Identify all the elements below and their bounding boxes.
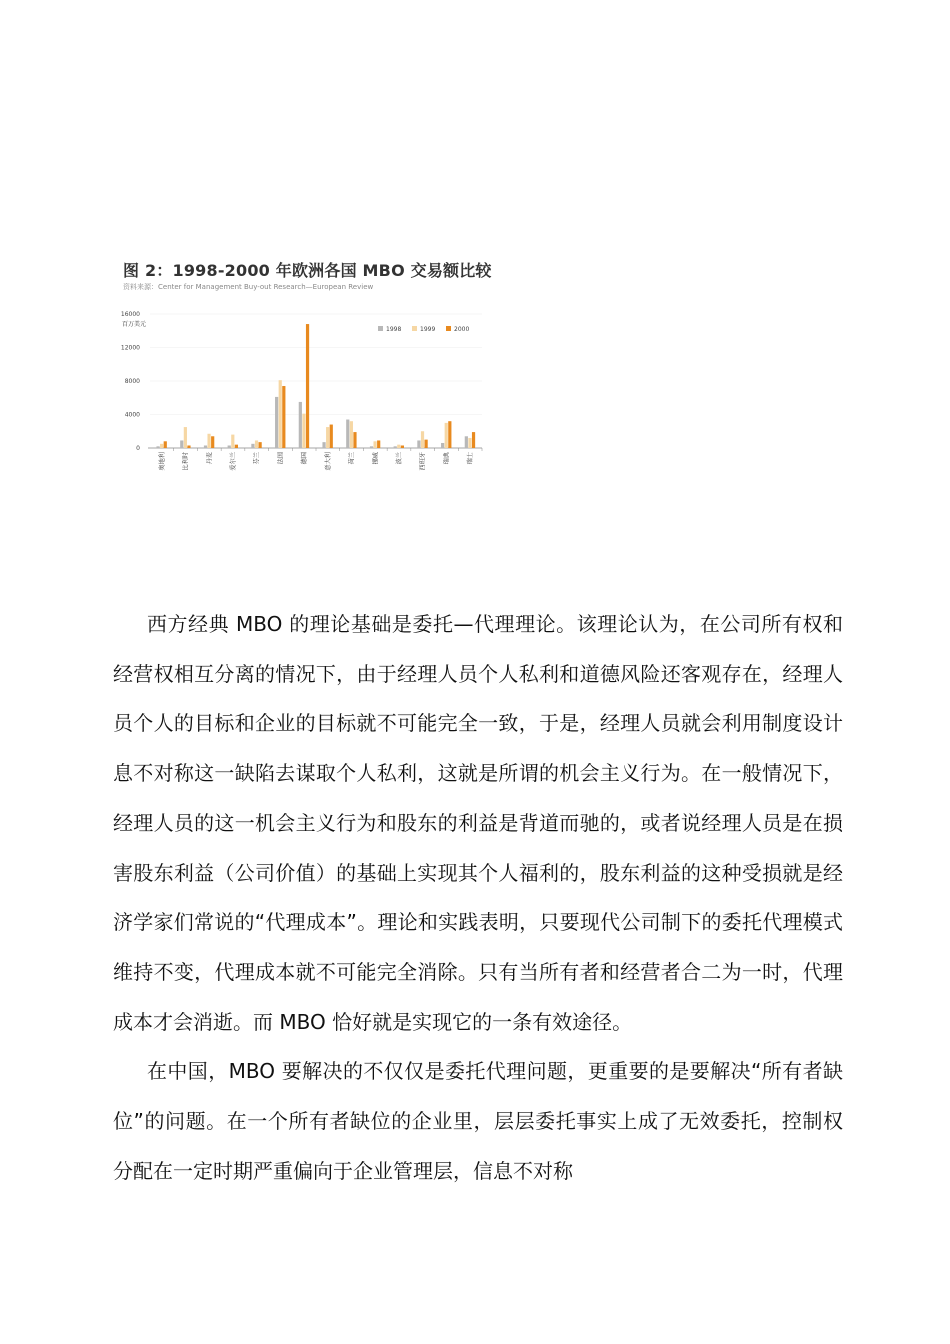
bar-2000 bbox=[164, 441, 167, 448]
y-tick-label: 12000 bbox=[120, 344, 140, 352]
bar-2000 bbox=[353, 432, 356, 448]
bar-2000 bbox=[425, 440, 428, 448]
x-tick-label: 荷兰 bbox=[348, 452, 356, 465]
bar-1998 bbox=[346, 420, 349, 448]
bar-2000 bbox=[187, 445, 190, 448]
bar-2000 bbox=[330, 425, 333, 448]
bar-1998 bbox=[204, 445, 207, 448]
x-tick-label: 西班牙 bbox=[419, 452, 427, 471]
x-tick-label: 法国 bbox=[277, 452, 285, 465]
y-tick-label: 4000 bbox=[124, 411, 140, 419]
bar-1999 bbox=[207, 434, 210, 448]
x-tick-label: 比利时 bbox=[182, 452, 190, 471]
bar-2000 bbox=[282, 386, 285, 448]
bar-1998 bbox=[156, 446, 159, 448]
legend-label-1999: 1999 bbox=[420, 326, 436, 333]
bar-1999 bbox=[326, 427, 329, 448]
legend-swatch-1998 bbox=[378, 326, 383, 331]
figure-source: 资料来源：Center for Management Buy-out Research—European Review bbox=[123, 283, 374, 291]
bar-1998 bbox=[370, 446, 373, 448]
bar-1998 bbox=[465, 436, 468, 448]
x-tick-label: 丹麦 bbox=[206, 452, 214, 465]
bar-2000 bbox=[235, 445, 238, 448]
bar-1999 bbox=[279, 380, 282, 448]
bar-1998 bbox=[251, 444, 254, 448]
bar-1998 bbox=[417, 440, 420, 448]
paragraph-2: 在中国，MBO 要解决的不仅仅是委托代理问题，更重要的是要解决“所有者缺位”的问题。在一个所有者缺位的企业里，层层委托事实上成了无效委托，控制权分配在一定时期严重偏向于企业管理层，信息不对称 bbox=[113, 1059, 843, 1183]
bar-1998 bbox=[299, 402, 302, 448]
bar-2000 bbox=[377, 440, 380, 448]
bar-2000 bbox=[259, 442, 262, 448]
legend-swatch-1999 bbox=[412, 326, 417, 331]
legend-label-1998: 1998 bbox=[386, 326, 402, 333]
legend-swatch-2000 bbox=[446, 326, 451, 331]
bar-2000 bbox=[306, 324, 309, 448]
bar-2000 bbox=[401, 445, 404, 448]
paragraph-1: 西方经典 MBO 的理论基础是委托—代理理论。该理论认为，在公司所有权和经营权相互分离的情况下，由于经理人员个人私利和道德风险还客观存在，经理人员个人的目标和企业的目标就不可能完全一致，于是，经理人员就会利用制度设计息不对称这一缺陷去谋取个人私利，这就是所谓的机会主义行为。在一般情况下，经理人员的这一机会主义行为和股东的利益是背道而驰的，或者说经理人员是在损害股东利益（公司价值）的基础上实现其个人福利的，股东利益的这种受损就是经济学家们常说的“代理成本”。理论和实践表明，只要现代公司制下的委托代理模式维持不变，代理成本就不可能完全消除。只有当所有者和经营者合二为一时，代理成本才会消逝。而 MBO 恰好就是实现它的一条有效途径。 bbox=[113, 612, 843, 1034]
x-tick-label: 奥地利 bbox=[158, 452, 166, 471]
bar-2000 bbox=[448, 421, 451, 448]
bar-2000 bbox=[472, 432, 475, 448]
x-tick-label: 爱尔兰 bbox=[230, 452, 237, 471]
y-tick-label: 8000 bbox=[124, 378, 140, 385]
y-tick-label: 0 bbox=[136, 445, 140, 452]
bar-1999 bbox=[397, 445, 400, 448]
x-tick-label: 瑞典 bbox=[443, 452, 451, 465]
bar-1999 bbox=[350, 421, 353, 448]
bar-2000 bbox=[211, 436, 214, 448]
bar-1998 bbox=[441, 443, 444, 448]
y-tick-label: 16000 bbox=[120, 311, 140, 318]
x-tick-label: 意大利 bbox=[324, 452, 332, 471]
bar-1998 bbox=[394, 446, 397, 448]
bar-1999 bbox=[421, 431, 424, 448]
x-tick-label: 波兰 bbox=[396, 452, 403, 465]
bar-1998 bbox=[180, 440, 183, 448]
bar-1999 bbox=[445, 423, 448, 448]
bar-1998 bbox=[275, 397, 278, 448]
bar-1999 bbox=[468, 438, 471, 448]
bar-1998 bbox=[228, 445, 231, 448]
bar-1999 bbox=[255, 440, 258, 448]
y-axis-label: 百万美元 bbox=[122, 321, 147, 328]
x-tick-label: 德国 bbox=[301, 452, 309, 465]
figure-title: 图 2：1998-2000 年欧洲各国 MBO 交易额比较 bbox=[123, 261, 492, 280]
bar-1999 bbox=[160, 444, 163, 448]
bar-1999 bbox=[184, 427, 187, 448]
body-text bbox=[113, 600, 843, 1196]
chart-figure bbox=[120, 258, 490, 498]
bar-1999 bbox=[302, 414, 305, 448]
bar-1998 bbox=[322, 442, 325, 448]
legend-label-2000: 2000 bbox=[454, 326, 470, 333]
x-tick-label: 瑞士 bbox=[467, 452, 475, 465]
x-tick-label: 芬兰 bbox=[253, 452, 261, 465]
bar-chart bbox=[120, 298, 490, 498]
bar-1999 bbox=[231, 435, 234, 448]
bar-1999 bbox=[373, 441, 376, 448]
x-tick-label: 挪威 bbox=[372, 452, 380, 465]
